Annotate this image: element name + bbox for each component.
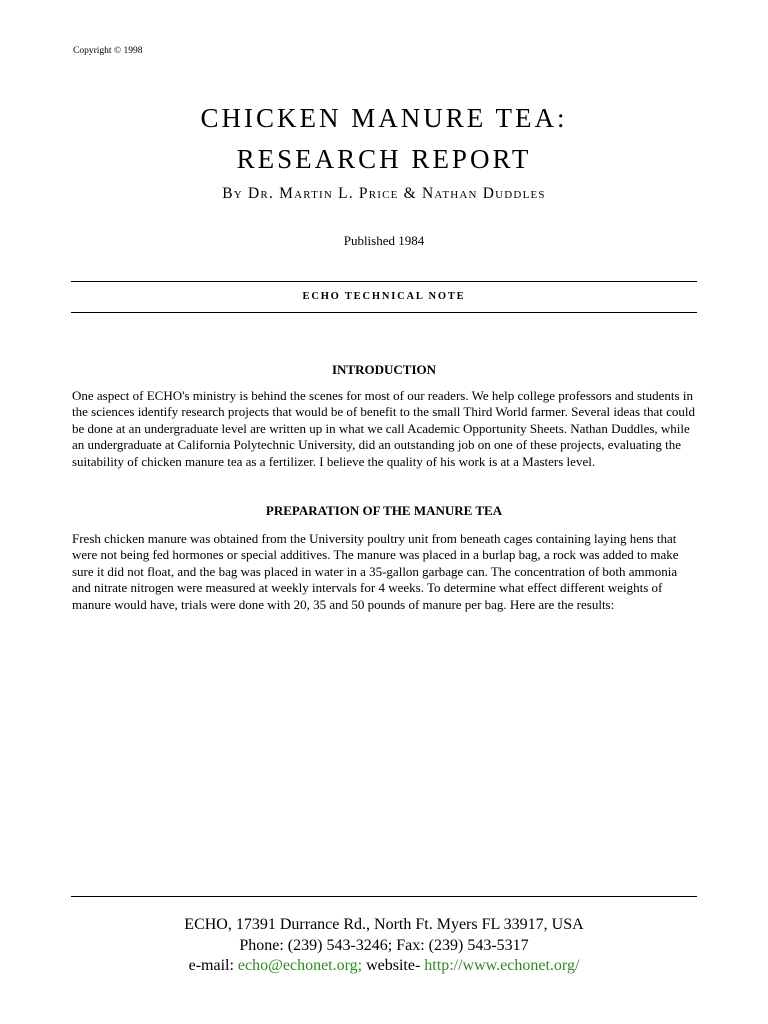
email-label: e-mail:	[188, 957, 238, 974]
author-byline: By Dr. Martin L. Price & Nathan Duddles	[222, 185, 546, 202]
footer-contact	[0, 915, 768, 977]
website-link[interactable]: http://www.echonet.org/	[424, 957, 580, 974]
footer-address: ECHO, 17391 Durrance Rd., North Ft. Myers FL 33917, USA	[184, 916, 584, 933]
footer-web-line	[0, 956, 768, 977]
title-line-1: CHICKEN MANURE TEA:	[200, 103, 568, 133]
section-heading-introduction: INTRODUCTION	[331, 362, 436, 377]
top-divider	[71, 281, 697, 282]
section-heading-preparation: PREPARATION OF THE MANURE TEA	[265, 503, 503, 518]
section-text-introduction: One aspect of ECHO's ministry is behind the scenes for most of our readers. We help college professors and students in the sciences identify research projects that would be of benefit to the small Third World farmer. Several ideas that could be done at an undergraduate level are written up in what we call Academic Opportunity Sheets. Nathan Duddles, while an undergraduate at California Polytechnic University, did an outstanding job on one of these projects, evaluating the suitability of chicken manure tea as a fertilizer. I believe the quality of his work is at a Masters level.	[72, 388, 695, 469]
published-date: Published 1984	[343, 233, 425, 248]
technical-note-label: ECHO TECHNICAL NOTE	[302, 291, 466, 302]
footer-divider	[71, 896, 697, 897]
email-link[interactable]: echo@echonet.org;	[237, 957, 363, 974]
title-line-2: RESEARCH REPORT	[236, 144, 532, 174]
bottom-divider	[71, 312, 697, 313]
website-label: website-	[362, 957, 425, 974]
copyright-notice: Copyright © 1998	[73, 46, 143, 56]
footer-phone: Phone: (239) 543-3246; Fax: (239) 543-5317	[239, 936, 529, 954]
document-title	[0, 101, 768, 183]
section-text-preparation: Fresh chicken manure was obtained from the University poultry unit from beneath cages containing laying hens that were not being fed hormones or special additives. The manure was placed in a burlap bag, a rock was added to make sure it did not float, and the bag was placed in water in a 35-gallon garbage can. The concentration of both ammonia and nitrate nitrogen were measured at weekly intervals for 4 weeks. To determine what effect different weights of manure would have, trials were done with 20, 35 and 50 pounds of manure per bag. Here are the results:	[72, 531, 679, 612]
